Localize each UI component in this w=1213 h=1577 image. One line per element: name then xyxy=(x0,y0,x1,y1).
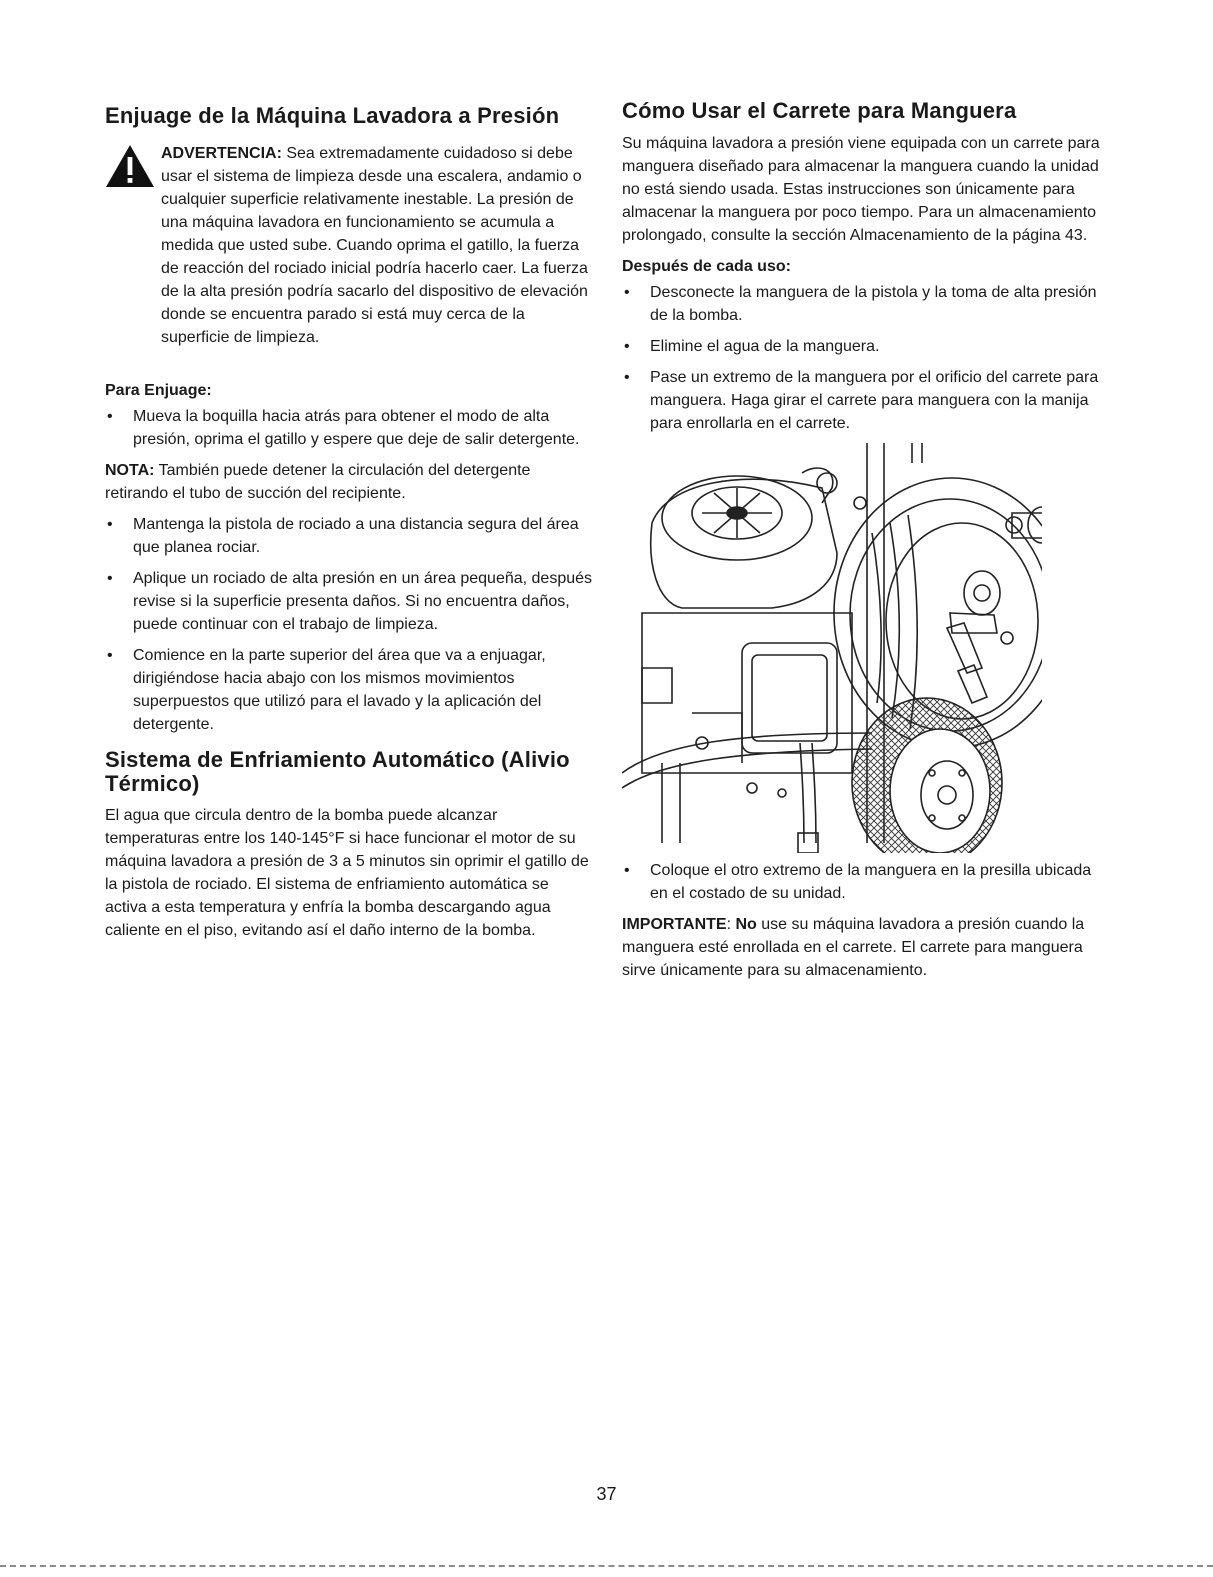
list-item xyxy=(105,567,595,636)
list-item xyxy=(622,366,1102,435)
note-label: NOTA: xyxy=(105,462,155,479)
list-item-text: Pase un extremo de la manguera por el orificio del carrete para manguera. Haga girar el carrete para manguera con la manija para enrollarla en el carrete. xyxy=(650,369,1099,432)
rinse-list xyxy=(105,405,595,451)
list-item xyxy=(622,281,1102,327)
list-item xyxy=(105,405,595,451)
rinse-section-title: Enjuage de la Máquina Lavadora a Presión xyxy=(105,103,560,128)
bullet: • xyxy=(624,338,630,355)
hose-reel-illustration xyxy=(622,443,1042,853)
rinse-subheading: Para Enjuage: xyxy=(105,382,212,399)
list-item-text: Elimine el agua de la manguera. xyxy=(650,338,880,355)
bullet: • xyxy=(624,369,630,386)
bullet: • xyxy=(107,647,113,664)
list-item-text: Mantenga la pistola de rociado a una distancia segura del área que planea rociar. xyxy=(133,516,579,556)
page-number: 37 xyxy=(596,1484,617,1504)
warning-body: Sea extremadamente cuidadoso si debe usar el sistema de limpieza desde una escalera, andamio o cualquier superficie relativamente inestable. La presión de una máquina lavadora en funcionamiento se acumula a medida que usted sube. Cuando oprima el gatillo, la fuerza de reacción del rociado inicial podría hacerlo caer. La fuerza de la alta presión podría sacarlo del dispositivo de elevación donde se encuentra parado si está muy cerca de la superficie de limpieza. xyxy=(161,145,588,346)
after-use-list xyxy=(622,281,1102,435)
bullet: • xyxy=(624,862,630,879)
list-item-text: Comience en la parte superior del área que va a enjuagar, dirigiéndose hacia abajo con los mismos movimientos superpuestos que utilizó para el lavado y la aplicación del detergente. xyxy=(133,647,546,733)
list-item xyxy=(105,644,595,736)
bullet: • xyxy=(624,284,630,301)
list-item-text: Desconecte la manguera de la pistola y la toma de alta presión de la bomba. xyxy=(650,284,1097,324)
note-paragraph xyxy=(105,459,595,505)
hose-reel-section-title: Cómo Usar el Carrete para Manguera xyxy=(622,98,1017,123)
left-column xyxy=(105,96,595,942)
important-paragraph xyxy=(622,913,1102,982)
list-item xyxy=(105,513,595,559)
warning-label: ADVERTENCIA: xyxy=(161,145,282,162)
bullet: • xyxy=(107,516,113,533)
list-item-text: Coloque el otro extremo de la manguera en la presilla ubicada en el costado de su unidad. xyxy=(650,862,1092,902)
rinse-more-list xyxy=(105,513,595,736)
list-item-text: Aplique un rociado de alta presión en un área pequeña, después revise si la superficie presenta daños. Si no encuentra daños, puede continuar con el trabajo de limpieza. xyxy=(133,570,593,633)
important-no: No xyxy=(735,916,757,933)
list-item xyxy=(622,335,1102,358)
final-step-list xyxy=(622,859,1102,905)
warning-text xyxy=(161,142,595,349)
cooling-section-title: Sistema de Enfriamiento Automático (Alivio Térmico) xyxy=(105,747,570,796)
after-use-subheading: Después de cada uso: xyxy=(622,258,791,275)
warning-block xyxy=(105,142,595,349)
note-text: También puede detener la circulación del detergente retirando el tubo de succión del recipiente. xyxy=(105,462,531,502)
list-item xyxy=(622,859,1102,905)
list-item-text: Mueva la boquilla hacia atrás para obtener el modo de alta presión, oprima el gatillo y espere que deje de salir detergente. xyxy=(133,408,580,448)
cooling-text: El agua que circula dentro de la bomba puede alcanzar temperaturas entre los 140-145°F si hace funcionar el motor de su máquina lavadora a presión de 3 a 5 minutos sin oprimir el gatillo de la pistola de rociado. El sistema de enfriamiento automática se activa a esta temperatura y enfría la bomba descargando agua caliente en el piso, evitando así el daño interno de la bomba. xyxy=(105,807,589,939)
important-label: IMPORTANTE xyxy=(622,916,727,933)
important-text: use su máquina lavadora a presión cuando la manguera esté enrollada en el carrete. El carrete para manguera sirve únicamente para su almacenamiento. xyxy=(622,916,1085,979)
bullet: • xyxy=(107,408,113,425)
bullet: • xyxy=(107,570,113,587)
page-bottom-rule xyxy=(0,1565,1213,1567)
hose-reel-intro: Su máquina lavadora a presión viene equipada con un carrete para manguera diseñado para almacenar la manguera cuando la unidad no está siendo usada. Estas instrucciones son únicamente para almacenar la manguera por poco tiempo. Para un almacenamiento prolongado, consulte la sección Almacenamiento de la página 43. xyxy=(622,135,1100,244)
right-column xyxy=(622,96,1102,982)
warning-triangle-icon xyxy=(105,144,155,188)
important-separator: : xyxy=(726,916,732,933)
